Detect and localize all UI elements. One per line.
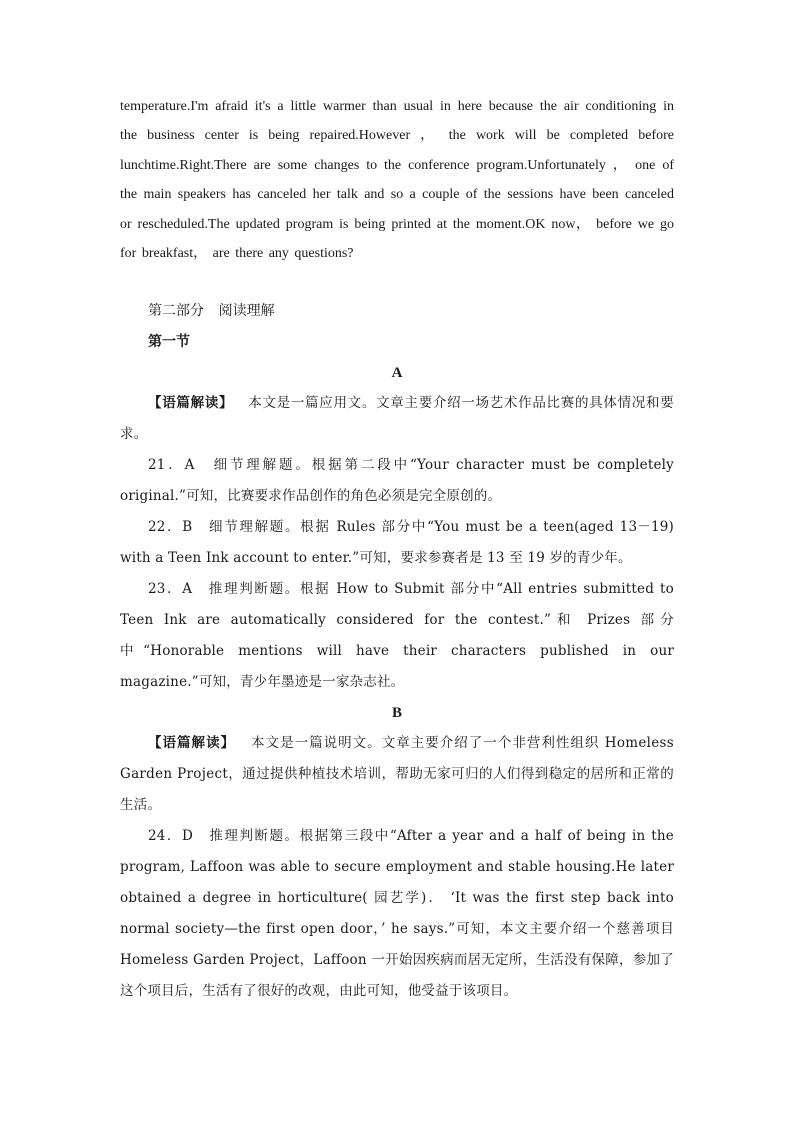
passage-b [120,698,674,1007]
passage-letter: B [391,705,402,722]
passage-letter: A [391,365,403,382]
page-content [120,92,674,1007]
part-number: 第二部分 [148,303,204,320]
transcript-paragraph: temperature.I'm afraid it's a little warmer than usual in here because the air conditioning in the business center is being repaired.However ， the work will be completed before lunchtime.Right.There are some changes to the conference program.Unfortunately ， one of the main speakers has canceled her talk and so a couple of the sessions have been canceled or rescheduled.The updated program is being printed at the moment.OK now， before we go for breakfast， are there any questions? [120,99,674,262]
listening-transcript [120,92,674,268]
summary-text: 本文是一篇说明文。文章主要介绍了一个非营利性组织 Homeless Garden Project，通过提供种植技术培训，帮助无家可归的人们得到稳定的居所和正常的生活。 [120,735,675,814]
answer-item: 22．B 细节理解题。根据 Rules 部分中“You must be a teen(aged 13－19) with a Teen Ink account to enter.”可知，要求参赛者是 13 至 19 岁的青少年。 [120,519,674,567]
answer-item: 21．A 细节理解题。根据第二段中“Your character must be completely original.”可知，比赛要求作品创作的角色必须是完全原创的。 [120,457,674,505]
part-heading [120,296,674,327]
summary-text: 本文是一篇应用文。文章主要介绍一场艺术作品比赛的具体情况和要求。 [120,395,674,443]
summary-label: 【语篇解读】 [148,395,234,412]
passage-a [120,358,674,698]
answer-item: 24．D 推理判断题。根据第三段中“After a year and a half of being in the program, Laffoon was able to secure employment and stable housing.He later obtained a degree in horticulture( 园艺学)． ‘It was the first step back into normal society—the first open door，’ he says.”可知，本文主要介绍一个慈善项目 Homeless Garden Project，Laffoon 一开始因疾病而居无定所，生活没有保障，参加了这个项目后，生活有了很好的改观，由此可知，他受益于该项目。 [120,828,674,1000]
section-heading: 第一节 [148,334,190,351]
passage-summary [120,728,674,821]
passage-summary [120,388,674,450]
answer-item: 23．A 推理判断题。根据 How to Submit 部分中“All entries submitted to Teen Ink are automatically considered for the contest.”和 Prizes 部分中“Honorable mentions will have their characters published in our magazine.”可知，青少年墨迹是一家杂志社。 [120,581,674,691]
part-title: 阅读理解 [218,303,275,320]
summary-label: 【语篇解读】 [148,735,236,752]
